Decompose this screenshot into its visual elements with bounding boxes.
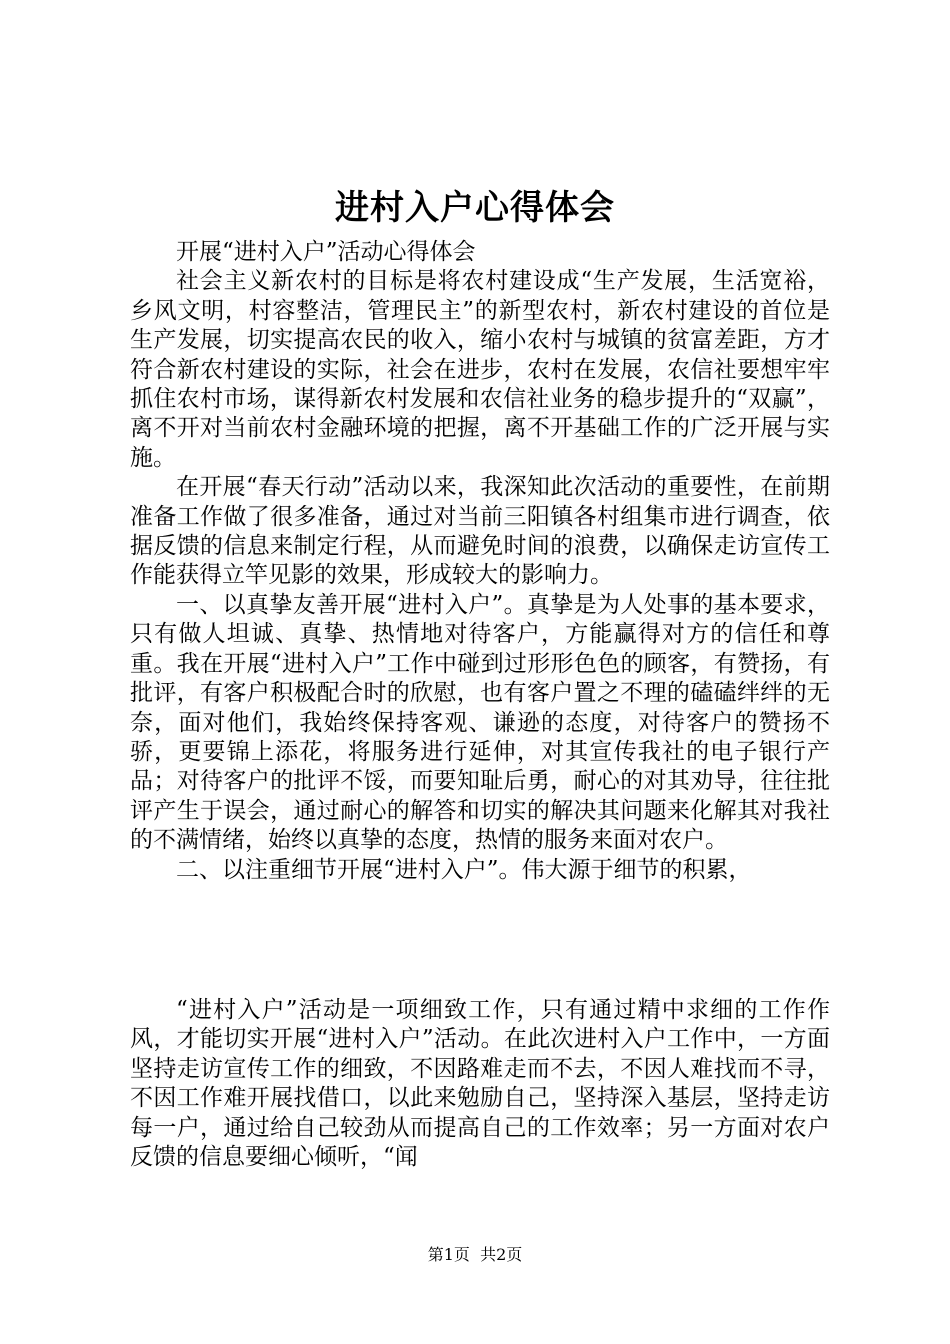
document-body-top bbox=[130, 238, 830, 885]
paragraph-point-one: 一、以真挚友善开展“进村入户”。真挚是为人处事的基本要求，只有做人坦诚、真挚、热情地对待客户，方能赢得对方的信任和尊重。我在开展“进村入户”工作中碰到过形形色色的顾客，有赞扬，有批评，有客户积极配合时的欣慰，也有客户置之不理的磕磕绊绊的无奈，面对他们，我始终保持客观、谦逊的态度，对待客户的赞扬不骄，更要锦上添花，将服务进行延伸，对其宣传我社的电子银行产品；对待客户的批评不馁，而要知耻后勇，耐心的对其劝导，往往批评产生于误会，通过耐心的解答和切实的解决其问题来化解其对我社的不满情绪，始终以真挚的态度，热情的服务来面对农户。 bbox=[130, 591, 830, 854]
paragraph-spring-action: 在开展“春天行动”活动以来，我深知此次活动的重要性，在前期准备工作做了很多准备，通过对当前三阳镇各村组集市进行调查，依据反馈的信息来制定行程，从而避免时间的浪费，以确保走访宣传工作能获得立竿见影的效果，形成较大的影响力。 bbox=[130, 474, 830, 589]
document-subtitle: 开展“进村入户”活动心得体会 bbox=[176, 239, 476, 265]
paragraph-detail-work: “进村入户”活动是一项细致工作，只有通过精中求细的工作作风，才能切实开展“进村入户”活动。在此次进村入户工作中，一方面坚持走访宣传工作的细致，不因路难走而不去，不因人难找而不寻，不因工作难开展找借口，以此来勉励自己，坚持深入基层，坚持走访每一户，通过给自己较劲从而提高自己的工作效率；另一方面对农户反馈的信息要细心倾听，“闻 bbox=[130, 997, 830, 1171]
page-number-footer: 第1页 共2页 bbox=[427, 1245, 523, 1264]
paragraph-point-two: 二、以注重细节开展“进村入户”。伟大源于细节的积累， bbox=[176, 856, 752, 883]
document-body-bottom bbox=[130, 996, 830, 1172]
document-title: 进村入户心得体会 bbox=[335, 188, 615, 228]
paragraph-intro: 社会主义新农村的目标是将农村建设成“生产发展，生活宽裕，乡风文明，村容整洁，管理民主”的新型农村，新农村建设的首位是生产发展，切实提高农民的收入，缩小农村与城镇的贫富差距，方才符合新农村建设的实际，社会在进步，农村在发展，农信社要想牢牢抓住农村市场，谋得新农村发展和农信社业务的稳步提升的“双赢”，离不开对当前农村金融环境的把握，离不开基础工作的广泛开展与实施。 bbox=[130, 268, 830, 471]
